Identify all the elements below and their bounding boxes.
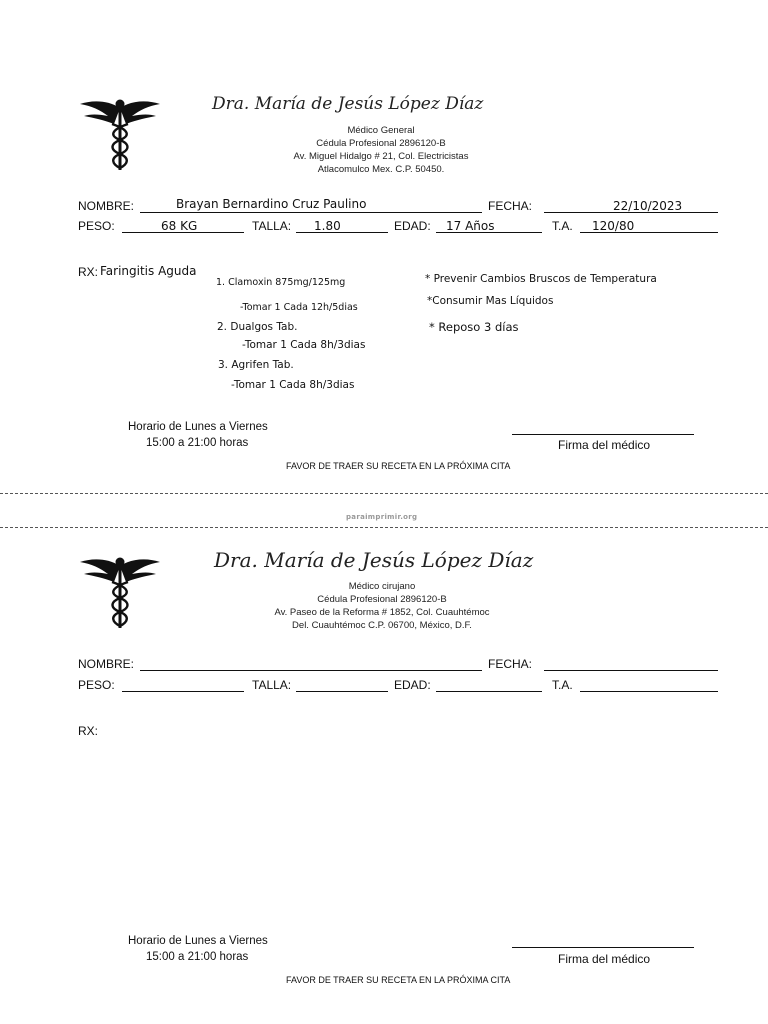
doctor-name: Dra. María de Jesús López Díaz bbox=[212, 94, 484, 114]
edad-label: EDAD: bbox=[394, 678, 431, 692]
fecha-line bbox=[544, 670, 718, 671]
doctor-specialty: Médico General bbox=[347, 125, 415, 136]
nombre-label: NOMBRE: bbox=[78, 199, 135, 213]
nombre-value: Brayan Bernardino Cruz Paulino bbox=[176, 197, 367, 211]
nombre-line bbox=[140, 670, 482, 671]
footer-note: FAVOR DE TRAER SU RECETA EN LA PRÓXIMA CITA bbox=[286, 975, 511, 985]
prescription-2-name: 2. Dualgos Tab. bbox=[217, 321, 298, 333]
address-city: Atlacomulco Mex. C.P. 50450. bbox=[317, 164, 445, 175]
edad-line bbox=[436, 691, 542, 692]
ta-value: 120/80 bbox=[592, 219, 635, 233]
watermark: paraimprimir.org bbox=[346, 513, 418, 521]
talla-label: TALLA: bbox=[252, 678, 292, 692]
nombre-line bbox=[140, 212, 482, 213]
fecha-label: FECHA: bbox=[488, 657, 533, 671]
signature-line bbox=[512, 434, 694, 435]
signature-label: Firma del médico bbox=[558, 438, 651, 452]
ta-line bbox=[580, 691, 718, 692]
caduceus-logo-icon bbox=[78, 552, 162, 630]
schedule-days: Horario de Lunes a Viernes bbox=[128, 421, 268, 433]
rx-label: RX: bbox=[78, 724, 99, 738]
talla-line bbox=[296, 691, 388, 692]
prescription-1-instruction: -Tomar 1 Cada 12h/5dias bbox=[240, 302, 358, 313]
caduceus-logo-icon bbox=[78, 94, 162, 172]
address-line: Av. Paseo de la Reforma # 1852, Col. Cuauhtémoc bbox=[274, 607, 490, 618]
ta-label: T.A. bbox=[552, 678, 573, 692]
recommendation-3: * Reposo 3 días bbox=[429, 320, 519, 334]
nombre-label: NOMBRE: bbox=[78, 657, 135, 671]
recommendation-2: *Consumir Mas Líquidos bbox=[427, 295, 554, 307]
fecha-value: 22/10/2023 bbox=[613, 199, 683, 213]
edad-value: 17 Años bbox=[446, 219, 495, 233]
rx-label: RX: bbox=[78, 265, 99, 279]
signature-line bbox=[512, 947, 694, 948]
peso-value: 68 KG bbox=[161, 219, 198, 233]
cut-line-top bbox=[0, 493, 768, 494]
peso-label: PESO: bbox=[78, 219, 115, 233]
professional-license: Cédula Profesional 2896120-B bbox=[317, 594, 447, 605]
cut-line-bottom bbox=[0, 527, 768, 528]
ta-label: T.A. bbox=[552, 219, 573, 233]
prescription-2-instruction: -Tomar 1 Cada 8h/3dias bbox=[242, 339, 366, 351]
address-city: Del. Cuauhtémoc C.P. 06700, México, D.F. bbox=[292, 620, 472, 631]
address-line: Av. Miguel Hidalgo # 21, Col. Electricistas bbox=[293, 151, 469, 162]
doctor-name: Dra. María de Jesús López Díaz bbox=[214, 548, 534, 572]
prescription-1-name: 1. Clamoxin 875mg/125mg bbox=[216, 277, 346, 288]
peso-line bbox=[122, 691, 244, 692]
edad-label: EDAD: bbox=[394, 219, 431, 233]
recommendation-1: * Prevenir Cambios Bruscos de Temperatura bbox=[425, 273, 657, 285]
professional-license: Cédula Profesional 2896120-B bbox=[316, 138, 446, 149]
doctor-specialty: Médico cirujano bbox=[348, 581, 416, 592]
schedule-days: Horario de Lunes a Viernes bbox=[128, 935, 268, 947]
peso-label: PESO: bbox=[78, 678, 115, 692]
talla-value: 1.80 bbox=[314, 219, 341, 233]
schedule-hours: 15:00 a 21:00 horas bbox=[146, 437, 249, 449]
fecha-label: FECHA: bbox=[488, 199, 533, 213]
schedule-hours: 15:00 a 21:00 horas bbox=[146, 951, 249, 963]
diagnosis: Faringitis Aguda bbox=[100, 264, 197, 278]
prescription-3-instruction: -Tomar 1 Cada 8h/3dias bbox=[231, 379, 355, 391]
talla-line bbox=[296, 232, 388, 233]
prescription-3-name: 3. Agrifen Tab. bbox=[218, 359, 294, 371]
footer-note: FAVOR DE TRAER SU RECETA EN LA PRÓXIMA CITA bbox=[286, 461, 511, 471]
signature-label: Firma del médico bbox=[558, 952, 651, 966]
talla-label: TALLA: bbox=[252, 219, 292, 233]
